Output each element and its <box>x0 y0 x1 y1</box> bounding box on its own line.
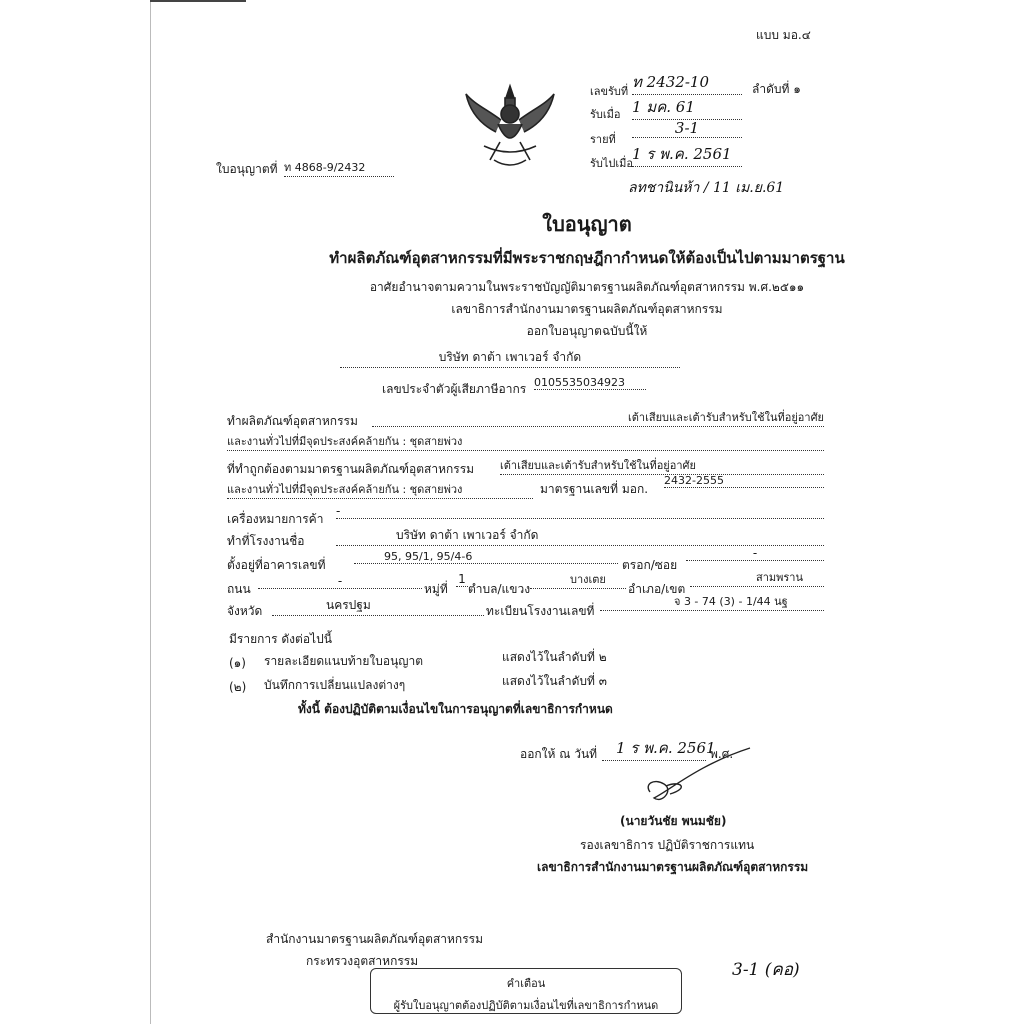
tax-label: เลขประจำตัวผู้เสียภาษีอากร <box>382 382 527 396</box>
trademark-label: เครื่องหมายการค้า <box>227 512 324 526</box>
company-name: บริษัท ดาต้า เพาเวอร์ จำกัด <box>340 348 680 368</box>
warning-text: ผู้รับใบอนุญาตต้องปฏิบัติตามเงื่อนไขที่เลขาธิการกำหนด <box>393 999 659 1012</box>
signer-name: (นายวันชัย พนมชัย) <box>620 814 727 828</box>
signature-scribble <box>640 744 760 814</box>
item-1-text: รายละเอียดแนบท้ายใบอนุญาต <box>264 654 424 668</box>
handwritten-note: ลทชานินห้า / 11 เม.ย.61 <box>628 180 785 196</box>
received-date: 1 มค. 61 <box>632 95 742 120</box>
road-value: - <box>258 574 422 589</box>
pickup-date-label: รับไปเมื่อ <box>590 157 634 170</box>
form-code: แบบ มอ.๔ <box>756 28 811 42</box>
garuda-emblem <box>460 80 560 172</box>
warning-title: คำเตือน <box>506 977 546 990</box>
item-1-num: (๑) <box>229 656 246 670</box>
signer-position: รองเลขาธิการ ปฏิบัติราชการแทน <box>580 838 755 852</box>
order-label: ลำดับที่ ๑ <box>752 82 801 96</box>
standard-no-value: 2432-2555 <box>664 474 824 488</box>
issuer-line: เลขาธิการสำนักงานมาตรฐานผลิตภัณฑ์อุตสาหกรรม <box>451 302 723 316</box>
standard-line2: และงานทั่วไปที่มีจุดประสงค์คล้ายกัน : ชุดสายพ่วง <box>227 480 533 499</box>
warning-box <box>370 968 682 1014</box>
license-no: ท 4868-9/2432 <box>284 158 394 177</box>
document-title: ใบอนุญาต <box>542 212 632 236</box>
page-edge <box>150 0 151 1024</box>
product-label: ทำผลิตภัณฑ์อุตสาหกรรม <box>227 414 358 428</box>
building-value: 95, 95/1, 95/4-6 <box>354 550 618 564</box>
received-no-label: เลขรับที่ <box>590 85 629 98</box>
building-label: ตั้งอยู่ที่อาคารเลขที่ <box>227 558 326 572</box>
standard-no-label: มาตรฐานเลขที่ มอก. <box>540 482 649 496</box>
reg-label: ทะเบียนโรงงานเลขที่ <box>486 604 595 618</box>
item-2-text: บันทึกการเปลี่ยนแปลงต่างๆ <box>264 678 406 692</box>
handwritten-footer-note: 3-1 (คอ) <box>732 960 800 980</box>
issue-label: ออกให้ ณ วันที่ <box>520 747 598 761</box>
document-subtitle: ทำผลิตภัณฑ์อุตสาหกรรมที่มีพระราชกฤษฎีกากำหนดให้ต้องเป็นไปตามมาตรฐาน <box>329 249 845 267</box>
moo-label: หมู่ที่ <box>424 582 448 596</box>
province-label: จังหวัด <box>227 604 263 618</box>
list-no: 3-1 <box>632 119 742 138</box>
lane-value: - <box>686 546 824 561</box>
issue-suffix: พ.ศ. <box>710 747 734 761</box>
item-2-num: (๒) <box>229 680 247 694</box>
subdistrict-value: บางเตย <box>530 570 626 589</box>
trademark-value: - <box>336 504 824 519</box>
condition-text: ทั้งนี้ ต้องปฏิบัติตามเงื่อนไขในการอนุญาตที่เลขาธิการกำหนด <box>298 702 613 716</box>
province-value: นครปฐม <box>272 596 484 616</box>
district-label: อำเภอ/เขต <box>628 582 686 596</box>
factory-value: บริษัท ดาต้า เพาเวอร์ จำกัด <box>336 526 824 546</box>
item-2-ref: แสดงไว้ในลำดับที่ ๓ <box>502 674 607 688</box>
product-line2: และงานทั่วไปที่มีจุดประสงค์คล้ายกัน : ชุดสายพ่วง <box>227 432 824 451</box>
items-intro: มีรายการ ดังต่อไปนี้ <box>229 632 332 646</box>
lane-label: ตรอก/ซอย <box>622 558 678 572</box>
reg-value: จ 3 - 74 (3) - 1/44 นฐ <box>600 592 824 611</box>
item-1-ref: แสดงไว้ในลำดับที่ ๒ <box>502 650 607 664</box>
signer-org: เลขาธิการสำนักงานมาตรฐานผลิตภัณฑ์อุตสาหกรรม <box>537 860 809 874</box>
moo-value: 1 <box>456 572 468 587</box>
subdistrict-label: ตำบล/แขวง <box>468 582 531 596</box>
product-value: เต้าเสียบและเต้ารับสำหรับใช้ในที่อยู่อาศัย <box>372 408 824 427</box>
standard-value: เต้าเสียบและเต้ารับสำหรับใช้ในที่อยู่อาศัย <box>500 456 824 475</box>
received-no: ท 2432-10 <box>632 70 742 95</box>
authority-line: อาศัยอำนาจตามความในพระราชบัญญัติมาตรฐานผลิตภัณฑ์อุตสาหกรรม พ.ศ.๒๕๑๑ <box>369 280 805 294</box>
scan-mark <box>150 0 246 2</box>
footer-org-2: กระทรวงอุตสาหกรรม <box>306 954 419 968</box>
footer-org-1: สำนักงานมาตรฐานผลิตภัณฑ์อุตสาหกรรม <box>266 932 484 946</box>
received-date-label: รับเมื่อ <box>590 108 621 121</box>
road-label: ถนน <box>227 582 251 596</box>
license-no-label: ใบอนุญาตที่ <box>216 162 278 176</box>
tax-value: 0105535034923 <box>534 376 646 390</box>
grant-line: ออกใบอนุญาตฉบับนี้ให้ <box>526 324 648 338</box>
pickup-date: 1 ร พ.ค. 2561 <box>632 142 742 167</box>
standard-label: ที่ทำถูกต้องตามมาตรฐานผลิตภัณฑ์อุตสาหกรรม <box>227 462 475 476</box>
issue-date: 1 ร พ.ค. 2561 <box>602 736 706 761</box>
factory-label: ทำที่โรงงานชื่อ <box>227 534 305 548</box>
list-no-label: รายที่ <box>590 133 616 146</box>
district-value: สามพราน <box>690 568 824 587</box>
